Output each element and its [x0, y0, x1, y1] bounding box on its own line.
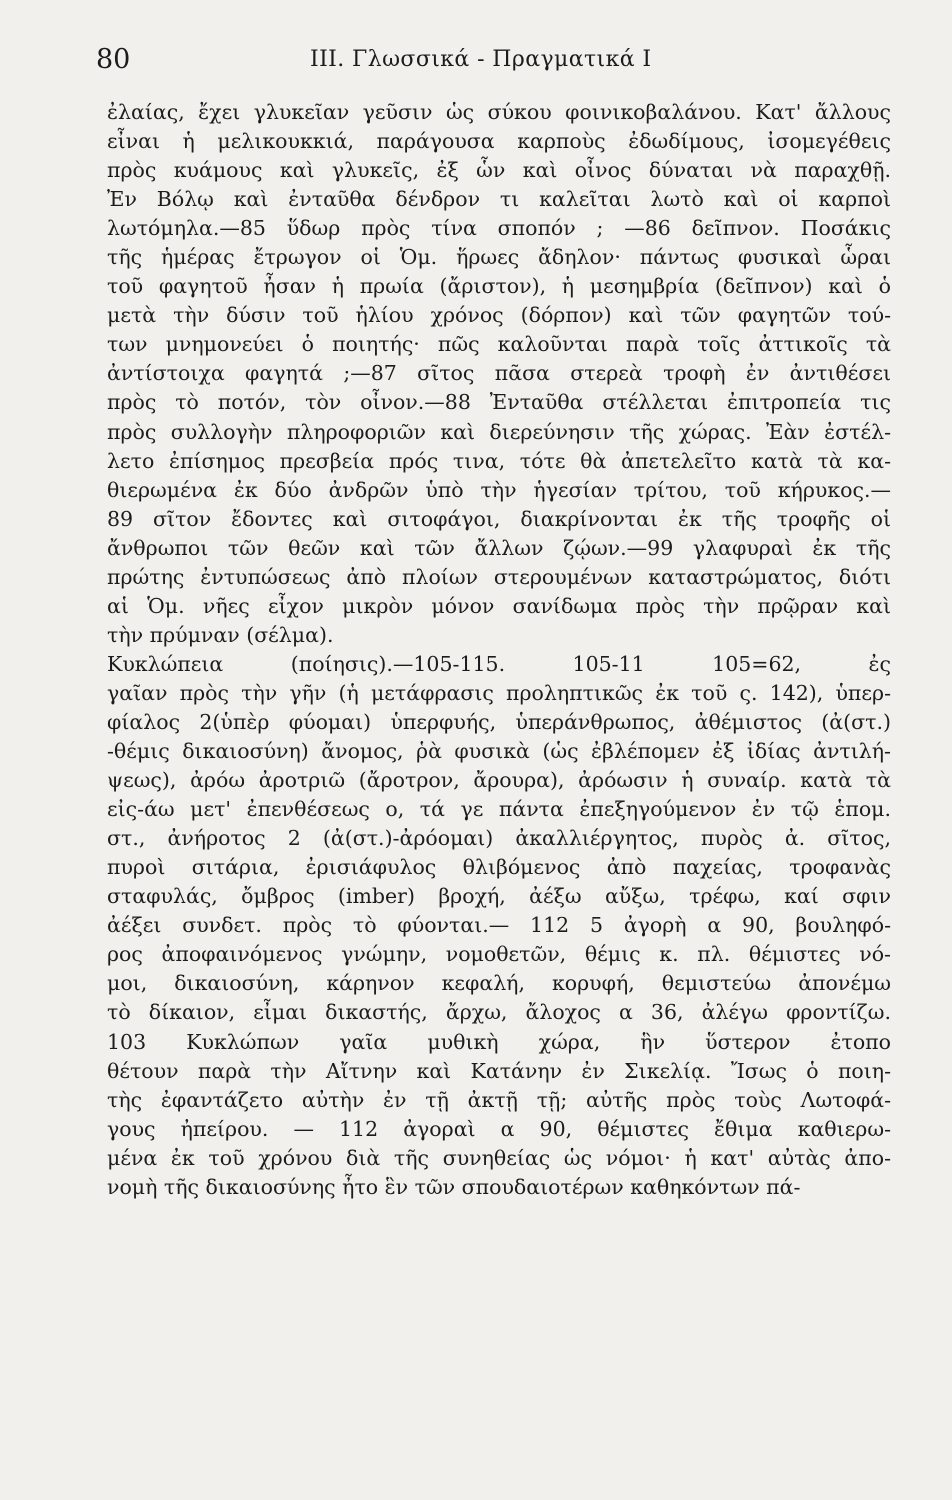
text-line: 103 Κυκλώπων γαῖα μυθικὴ χώρα, ἣν ὕστερον ἐτοπο [107, 1029, 891, 1054]
text-line: Ἐν Βόλῳ καὶ ἐνταῦθα δένδρον τι καλεῖται λωτὸ καὶ οἱ καρποὶ [107, 187, 891, 212]
text-line: ἄνθρωποι τῶν θεῶν καὶ τῶν ἄλλων ζῴων.—99 γλαφυραὶ ἐκ τῆς [107, 535, 891, 560]
text-line: γαῖαν πρὸς τὴν γῆν (ἡ μετάφρασις προληπτικῶς ἐκ τοῦ ς. 142), ὑπερ- [107, 680, 891, 705]
text-line: πρὸς τὸ ποτόν, τὸν οἶνον.—88 Ἐνταῦθα στέλλεται ἐπιτροπεία τις [107, 390, 891, 415]
text-line: εἰς-άω μετ' ἐπενθέσεως ο, τά γε πάντα ἐπεξηγούμενον ἐν τῷ ἑπομ. [107, 797, 891, 822]
text-line: ἀέξει συνδετ. πρὸς τὸ φύονται.— 112 5 ἀγορὴ α 90, βουληφό- [107, 913, 891, 938]
text-line: τὸ δίκαιον, εἶμαι δικαστής, ἄρχω, ἄλοχος α 36, ἀλέγω φροντίζω. [107, 1000, 891, 1025]
text-line: εἶναι ἡ μελικουκκιά, παράγουσα καρποὺς ἐδωδίμους, ἰσομεγέθεις [107, 129, 891, 154]
running-head: III. Γλωσσικά - Πραγματικά I [310, 47, 652, 72]
text-line: μετὰ τὴν δύσιν τοῦ ἡλίου χρόνος (δόρπον) καὶ τῶν φαγητῶν τού- [107, 303, 891, 328]
text-line: τὴν πρύμναν (σέλμα). [107, 622, 334, 647]
text-line: τὴς ἐφαντάζετο αὐτὴν ἐν τῇ ἀκτῇ τῇ; αὐτῆς πρὸς τοὺς Λωτοφά- [107, 1087, 891, 1112]
text-line: πυροὶ σιτάρια, ἐρισιάφυλος θλιβόμενος ἀπὸ παχείας, τροφανὰς [107, 855, 891, 880]
text-line: στ., ἀνήροτος 2 (ἀ(στ.)-ἀρόομαι) ἀκαλλιέργητος, πυρὸς ἀ. σῖτος, [107, 826, 891, 851]
text-line: πρὸς κυάμους καὶ γλυκεῖς, ἐξ ὧν καὶ οἶνος δύναται νὰ παραχθῇ. [107, 158, 891, 183]
text-line: θιερωμένα ἐκ δύο ἀνδρῶν ὑπὸ τὴν ἡγεσίαν τρίτου, τοῦ κήρυκος.— [107, 477, 891, 502]
text-line: ρος ἀποφαινόμενος γνώμην, νομοθετῶν, θέμις κ. πλ. θέμιστες νό- [107, 942, 891, 967]
text-line: πρώτης ἐντυπώσεως ἀπὸ πλοίων στερουμένων καταστρώματος, διότι [107, 564, 891, 589]
text-line: γους ἠπείρου. — 112 ἀγοραὶ α 90, θέμιστες ἔθιμα καθιερω- [107, 1116, 891, 1141]
text-line: μένα ἐκ τοῦ χρόνου διὰ τῆς συνηθείας ὡς νόμοι· ἡ κατ' αὐτὰς ἀπο- [107, 1145, 891, 1170]
text-line: σταφυλάς, ὄμβρος (imber) βροχή, ἀέξω αὔξω, τρέφω, καί σφιν [107, 884, 891, 909]
text-line: ἀντίστοιχα φαγητά ;—87 σῖτος πᾶσα στερεὰ τροφὴ ἐν ἀντιθέσει [107, 361, 891, 386]
text-line: αἱ Ὁμ. νῆες εἶχον μικρὸν μόνον σανίδωμα πρὸς τὴν πρῷραν καὶ [107, 593, 891, 618]
text-line: των μνημονεύει ὁ ποιητής· πῶς καλοῦνται παρὰ τοῖς ἀττικοῖς τὰ [107, 332, 891, 357]
page-number: 80 [96, 44, 131, 75]
text-line: πρὸς συλλογὴν πληροφοριῶν καὶ διερεύνησιν τῆς χώρας. Ἐὰν ἐστέλ- [107, 419, 891, 444]
text-line: Κυκλώπεια (ποίησις).—105-115. 105-11 105=62, ἐς [107, 651, 891, 676]
text-line: -θέμις δικαιοσύνη) ἄνομος, ῥὰ φυσικὰ (ὡς ἐβλέπομεν ἐξ ἰδίας ἀντιλή- [107, 739, 891, 764]
text-line: τοῦ φαγητοῦ ἦσαν ἡ πρωία (ἄριστον), ἡ μεσημβρία (δεῖπνον) καὶ ὁ [107, 274, 891, 299]
text-line: φίαλος 2(ὑπὲρ φύομαι) ὑπερφυής, ὑπεράνθρωπος, ἀθέμιστος (ἀ(στ.) [107, 709, 891, 734]
text-line: λετο ἐπίσημος πρεσβεία πρός τινα, τότε θὰ ἀπετελεῖτο κατὰ τὰ κα- [107, 448, 891, 473]
text-line: λωτόμηλα.—85 ὕδωρ πρὸς τίνα σποπόν ; —86 δεῖπνον. Ποσάκις [107, 216, 891, 241]
text-line: μοι, δικαιοσύνη, κάρηνον κεφαλή, κορυφή, θεμιστεύω ἀπονέμω [107, 971, 891, 996]
text-line: ἐλαίας, ἔχει γλυκεῖαν γεῦσιν ὡς σύκου φοινικοβαλάνου. Κατ' ἄλλους [107, 100, 891, 124]
text-line: 89 σῖτον ἔδοντες καὶ σιτοφάγοι, διακρίνονται ἐκ τῆς τροφῆς οἱ [107, 506, 891, 531]
text-line: ψεως), ἀρόω ἀροτριῶ (ἄροτρον, ἄρουρα), ἀρόωσιν ἡ συναίρ. κατὰ τὰ [107, 768, 891, 793]
text-line: θέτουν παρὰ τὴν Αἴτνην καὶ Κατάνην ἐν Σικελίᾳ. Ἴσως ὁ ποιη- [107, 1058, 891, 1083]
page-header [96, 40, 886, 80]
body-text [107, 98, 891, 1202]
text-line: νομὴ τῆς δικαιοσύνης ἦτο ἓν τῶν σπουδαιοτέρων καθηκόντων πά- [107, 1174, 801, 1199]
text-line: τῆς ἡμέρας ἔτρωγον οἱ Ὁμ. ἥρωες ἄδηλον· πάντως φυσικαὶ ὧραι [107, 245, 891, 270]
